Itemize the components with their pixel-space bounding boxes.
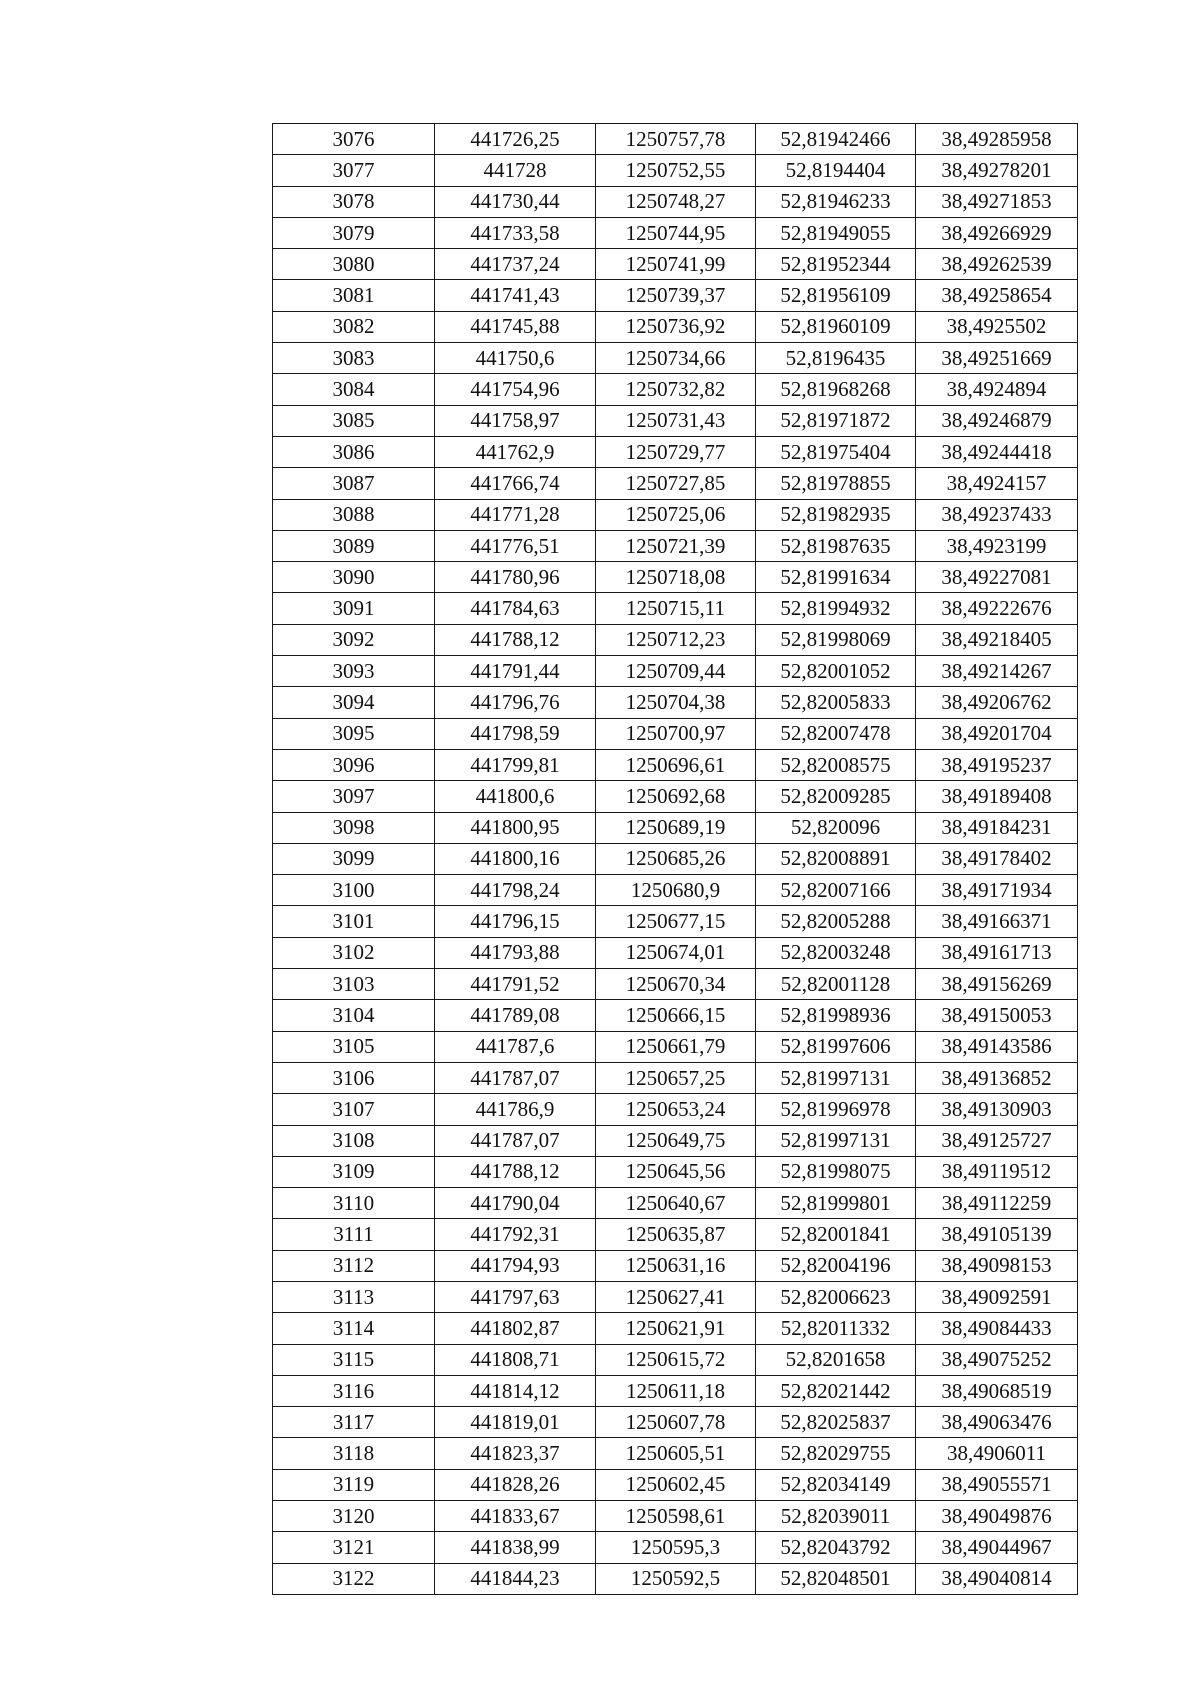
latitude-cell: 52,81997131 [756, 1062, 916, 1093]
table-row [273, 1094, 1078, 1125]
longitude-cell: 38,49278201 [916, 155, 1078, 186]
y-coordinate-cell: 1250595,3 [596, 1532, 756, 1563]
latitude-cell: 52,82008575 [756, 749, 916, 780]
table-row [273, 280, 1078, 311]
latitude-cell: 52,820096 [756, 812, 916, 843]
latitude-cell: 52,81987635 [756, 530, 916, 561]
y-coordinate-cell: 1250741,99 [596, 249, 756, 280]
point-number-cell: 3122 [273, 1563, 435, 1594]
point-number-cell: 3079 [273, 217, 435, 248]
point-number-cell: 3115 [273, 1344, 435, 1375]
table-row [273, 812, 1078, 843]
x-coordinate-cell: 441762,9 [435, 436, 596, 467]
table-row [273, 1375, 1078, 1406]
point-number-cell: 3092 [273, 624, 435, 655]
latitude-cell: 52,82011332 [756, 1313, 916, 1344]
table-row [273, 781, 1078, 812]
table-row [273, 1344, 1078, 1375]
y-coordinate-cell: 1250685,26 [596, 843, 756, 874]
y-coordinate-cell: 1250677,15 [596, 906, 756, 937]
latitude-cell: 52,8194404 [756, 155, 916, 186]
longitude-cell: 38,49189408 [916, 781, 1078, 812]
longitude-cell: 38,49136852 [916, 1062, 1078, 1093]
latitude-cell: 52,81949055 [756, 217, 916, 248]
y-coordinate-cell: 1250725,06 [596, 499, 756, 530]
longitude-cell: 38,49130903 [916, 1094, 1078, 1125]
latitude-cell: 52,82007166 [756, 875, 916, 906]
latitude-cell: 52,81998069 [756, 624, 916, 655]
x-coordinate-cell: 441844,23 [435, 1563, 596, 1594]
x-coordinate-cell: 441796,15 [435, 906, 596, 937]
table-row [273, 1031, 1078, 1062]
x-coordinate-cell: 441776,51 [435, 530, 596, 561]
x-coordinate-cell: 441791,52 [435, 969, 596, 1000]
x-coordinate-cell: 441798,24 [435, 875, 596, 906]
longitude-cell: 38,49206762 [916, 687, 1078, 718]
x-coordinate-cell: 441797,63 [435, 1281, 596, 1312]
table-row [273, 749, 1078, 780]
latitude-cell: 52,81997606 [756, 1031, 916, 1062]
longitude-cell: 38,49218405 [916, 624, 1078, 655]
latitude-cell: 52,82007478 [756, 718, 916, 749]
point-number-cell: 3116 [273, 1375, 435, 1406]
latitude-cell: 52,81968268 [756, 374, 916, 405]
point-number-cell: 3120 [273, 1501, 435, 1532]
x-coordinate-cell: 441737,24 [435, 249, 596, 280]
latitude-cell: 52,82009285 [756, 781, 916, 812]
longitude-cell: 38,49119512 [916, 1156, 1078, 1187]
point-number-cell: 3085 [273, 405, 435, 436]
point-number-cell: 3099 [273, 843, 435, 874]
table-row [273, 624, 1078, 655]
longitude-cell: 38,49184231 [916, 812, 1078, 843]
y-coordinate-cell: 1250661,79 [596, 1031, 756, 1062]
point-number-cell: 3091 [273, 593, 435, 624]
longitude-cell: 38,49166371 [916, 906, 1078, 937]
point-number-cell: 3109 [273, 1156, 435, 1187]
longitude-cell: 38,49222676 [916, 593, 1078, 624]
latitude-cell: 52,82005833 [756, 687, 916, 718]
x-coordinate-cell: 441750,6 [435, 343, 596, 374]
latitude-cell: 52,82001841 [756, 1219, 916, 1250]
latitude-cell: 52,81978855 [756, 468, 916, 499]
point-number-cell: 3119 [273, 1469, 435, 1500]
y-coordinate-cell: 1250731,43 [596, 405, 756, 436]
y-coordinate-cell: 1250635,87 [596, 1219, 756, 1250]
y-coordinate-cell: 1250715,11 [596, 593, 756, 624]
longitude-cell: 38,49244418 [916, 436, 1078, 467]
longitude-cell: 38,49068519 [916, 1375, 1078, 1406]
latitude-cell: 52,82043792 [756, 1532, 916, 1563]
point-number-cell: 3084 [273, 374, 435, 405]
table-row [273, 1407, 1078, 1438]
y-coordinate-cell: 1250598,61 [596, 1501, 756, 1532]
table-row [273, 1563, 1078, 1594]
y-coordinate-cell: 1250602,45 [596, 1469, 756, 1500]
point-number-cell: 3081 [273, 280, 435, 311]
latitude-cell: 52,82006623 [756, 1281, 916, 1312]
latitude-cell: 52,81991634 [756, 562, 916, 593]
point-number-cell: 3093 [273, 656, 435, 687]
point-number-cell: 3097 [273, 781, 435, 812]
y-coordinate-cell: 1250657,25 [596, 1062, 756, 1093]
latitude-cell: 52,81975404 [756, 436, 916, 467]
table-row [273, 1219, 1078, 1250]
x-coordinate-cell: 441828,26 [435, 1469, 596, 1500]
y-coordinate-cell: 1250621,91 [596, 1313, 756, 1344]
latitude-cell: 52,81960109 [756, 311, 916, 342]
y-coordinate-cell: 1250721,39 [596, 530, 756, 561]
table-row [273, 1250, 1078, 1281]
table-row [273, 1501, 1078, 1532]
point-number-cell: 3107 [273, 1094, 435, 1125]
longitude-cell: 38,49105139 [916, 1219, 1078, 1250]
table-row [273, 1062, 1078, 1093]
x-coordinate-cell: 441814,12 [435, 1375, 596, 1406]
table-row [273, 875, 1078, 906]
table-row [273, 843, 1078, 874]
x-coordinate-cell: 441838,99 [435, 1532, 596, 1563]
latitude-cell: 52,81952344 [756, 249, 916, 280]
longitude-cell: 38,49075252 [916, 1344, 1078, 1375]
table-row [273, 906, 1078, 937]
latitude-cell: 52,81971872 [756, 405, 916, 436]
longitude-cell: 38,49040814 [916, 1563, 1078, 1594]
table-row [273, 937, 1078, 968]
longitude-cell: 38,49266929 [916, 217, 1078, 248]
table-row [273, 124, 1078, 155]
point-number-cell: 3102 [273, 937, 435, 968]
x-coordinate-cell: 441789,08 [435, 1000, 596, 1031]
y-coordinate-cell: 1250592,5 [596, 1563, 756, 1594]
x-coordinate-cell: 441787,6 [435, 1031, 596, 1062]
table-row [273, 374, 1078, 405]
longitude-cell: 38,49227081 [916, 562, 1078, 593]
x-coordinate-cell: 441808,71 [435, 1344, 596, 1375]
table-row [273, 1438, 1078, 1469]
longitude-cell: 38,49143586 [916, 1031, 1078, 1062]
longitude-cell: 38,49201704 [916, 718, 1078, 749]
y-coordinate-cell: 1250734,66 [596, 343, 756, 374]
y-coordinate-cell: 1250689,19 [596, 812, 756, 843]
table-row [273, 1156, 1078, 1187]
longitude-cell: 38,4923199 [916, 530, 1078, 561]
table-row [273, 593, 1078, 624]
y-coordinate-cell: 1250700,97 [596, 718, 756, 749]
latitude-cell: 52,82001052 [756, 656, 916, 687]
longitude-cell: 38,49285958 [916, 124, 1078, 155]
y-coordinate-cell: 1250748,27 [596, 186, 756, 217]
latitude-cell: 52,81994932 [756, 593, 916, 624]
table-row [273, 1281, 1078, 1312]
longitude-cell: 38,4924157 [916, 468, 1078, 499]
y-coordinate-cell: 1250640,67 [596, 1188, 756, 1219]
latitude-cell: 52,81997131 [756, 1125, 916, 1156]
table-row [273, 155, 1078, 186]
y-coordinate-cell: 1250666,15 [596, 1000, 756, 1031]
point-number-cell: 3106 [273, 1062, 435, 1093]
x-coordinate-cell: 441784,63 [435, 593, 596, 624]
x-coordinate-cell: 441728 [435, 155, 596, 186]
table-row [273, 1532, 1078, 1563]
table-row [273, 249, 1078, 280]
longitude-cell: 38,49092591 [916, 1281, 1078, 1312]
y-coordinate-cell: 1250712,23 [596, 624, 756, 655]
longitude-cell: 38,49258654 [916, 280, 1078, 311]
y-coordinate-cell: 1250653,24 [596, 1094, 756, 1125]
latitude-cell: 52,81998075 [756, 1156, 916, 1187]
y-coordinate-cell: 1250615,72 [596, 1344, 756, 1375]
longitude-cell: 38,49171934 [916, 875, 1078, 906]
point-number-cell: 3111 [273, 1219, 435, 1250]
latitude-cell: 52,81999801 [756, 1188, 916, 1219]
table-row [273, 343, 1078, 374]
table-row [273, 1125, 1078, 1156]
x-coordinate-cell: 441766,74 [435, 468, 596, 499]
x-coordinate-cell: 441741,43 [435, 280, 596, 311]
longitude-cell: 38,49156269 [916, 969, 1078, 1000]
x-coordinate-cell: 441823,37 [435, 1438, 596, 1469]
longitude-cell: 38,49271853 [916, 186, 1078, 217]
table-row [273, 1313, 1078, 1344]
table-row [273, 311, 1078, 342]
point-number-cell: 3103 [273, 969, 435, 1000]
x-coordinate-cell: 441800,16 [435, 843, 596, 874]
longitude-cell: 38,49237433 [916, 499, 1078, 530]
x-coordinate-cell: 441726,25 [435, 124, 596, 155]
x-coordinate-cell: 441730,44 [435, 186, 596, 217]
y-coordinate-cell: 1250744,95 [596, 217, 756, 248]
longitude-cell: 38,49161713 [916, 937, 1078, 968]
y-coordinate-cell: 1250727,85 [596, 468, 756, 499]
table-row [273, 656, 1078, 687]
longitude-cell: 38,49055571 [916, 1469, 1078, 1500]
point-number-cell: 3105 [273, 1031, 435, 1062]
x-coordinate-cell: 441819,01 [435, 1407, 596, 1438]
table-row [273, 530, 1078, 561]
point-number-cell: 3078 [273, 186, 435, 217]
latitude-cell: 52,82021442 [756, 1375, 916, 1406]
x-coordinate-cell: 441790,04 [435, 1188, 596, 1219]
table-row [273, 499, 1078, 530]
latitude-cell: 52,82029755 [756, 1438, 916, 1469]
table-row [273, 969, 1078, 1000]
x-coordinate-cell: 441786,9 [435, 1094, 596, 1125]
point-number-cell: 3110 [273, 1188, 435, 1219]
point-number-cell: 3077 [273, 155, 435, 186]
x-coordinate-cell: 441780,96 [435, 562, 596, 593]
longitude-cell: 38,4925502 [916, 311, 1078, 342]
longitude-cell: 38,49262539 [916, 249, 1078, 280]
point-number-cell: 3083 [273, 343, 435, 374]
table-row [273, 1000, 1078, 1031]
table-row [273, 405, 1078, 436]
latitude-cell: 52,82025837 [756, 1407, 916, 1438]
x-coordinate-cell: 441791,44 [435, 656, 596, 687]
y-coordinate-cell: 1250757,78 [596, 124, 756, 155]
point-number-cell: 3101 [273, 906, 435, 937]
point-number-cell: 3094 [273, 687, 435, 718]
longitude-cell: 38,4906011 [916, 1438, 1078, 1469]
y-coordinate-cell: 1250605,51 [596, 1438, 756, 1469]
x-coordinate-cell: 441796,76 [435, 687, 596, 718]
latitude-cell: 52,82004196 [756, 1250, 916, 1281]
x-coordinate-cell: 441733,58 [435, 217, 596, 248]
point-number-cell: 3113 [273, 1281, 435, 1312]
point-number-cell: 3114 [273, 1313, 435, 1344]
latitude-cell: 52,82008891 [756, 843, 916, 874]
longitude-cell: 38,49246879 [916, 405, 1078, 436]
y-coordinate-cell: 1250709,44 [596, 656, 756, 687]
latitude-cell: 52,81998936 [756, 1000, 916, 1031]
point-number-cell: 3080 [273, 249, 435, 280]
longitude-cell: 38,49098153 [916, 1250, 1078, 1281]
y-coordinate-cell: 1250645,56 [596, 1156, 756, 1187]
y-coordinate-cell: 1250732,82 [596, 374, 756, 405]
point-number-cell: 3096 [273, 749, 435, 780]
coordinates-table [272, 123, 1078, 1595]
point-number-cell: 3087 [273, 468, 435, 499]
latitude-cell: 52,81956109 [756, 280, 916, 311]
y-coordinate-cell: 1250611,18 [596, 1375, 756, 1406]
x-coordinate-cell: 441794,93 [435, 1250, 596, 1281]
table-row [273, 468, 1078, 499]
x-coordinate-cell: 441758,97 [435, 405, 596, 436]
y-coordinate-cell: 1250704,38 [596, 687, 756, 718]
latitude-cell: 52,82003248 [756, 937, 916, 968]
point-number-cell: 3121 [273, 1532, 435, 1563]
table-row [273, 1188, 1078, 1219]
y-coordinate-cell: 1250739,37 [596, 280, 756, 311]
x-coordinate-cell: 441771,28 [435, 499, 596, 530]
longitude-cell: 38,49178402 [916, 843, 1078, 874]
point-number-cell: 3118 [273, 1438, 435, 1469]
x-coordinate-cell: 441793,88 [435, 937, 596, 968]
point-number-cell: 3104 [273, 1000, 435, 1031]
y-coordinate-cell: 1250670,34 [596, 969, 756, 1000]
y-coordinate-cell: 1250692,68 [596, 781, 756, 812]
point-number-cell: 3095 [273, 718, 435, 749]
x-coordinate-cell: 441802,87 [435, 1313, 596, 1344]
point-number-cell: 3117 [273, 1407, 435, 1438]
latitude-cell: 52,82039011 [756, 1501, 916, 1532]
point-number-cell: 3112 [273, 1250, 435, 1281]
y-coordinate-cell: 1250718,08 [596, 562, 756, 593]
x-coordinate-cell: 441800,6 [435, 781, 596, 812]
point-number-cell: 3086 [273, 436, 435, 467]
latitude-cell: 52,8201658 [756, 1344, 916, 1375]
latitude-cell: 52,8196435 [756, 343, 916, 374]
table-row [273, 436, 1078, 467]
point-number-cell: 3076 [273, 124, 435, 155]
point-number-cell: 3090 [273, 562, 435, 593]
latitude-cell: 52,81996978 [756, 1094, 916, 1125]
point-number-cell: 3108 [273, 1125, 435, 1156]
x-coordinate-cell: 441792,31 [435, 1219, 596, 1250]
point-number-cell: 3082 [273, 311, 435, 342]
table-row [273, 687, 1078, 718]
x-coordinate-cell: 441800,95 [435, 812, 596, 843]
point-number-cell: 3089 [273, 530, 435, 561]
x-coordinate-cell: 441798,59 [435, 718, 596, 749]
longitude-cell: 38,4924894 [916, 374, 1078, 405]
longitude-cell: 38,49150053 [916, 1000, 1078, 1031]
longitude-cell: 38,49125727 [916, 1125, 1078, 1156]
x-coordinate-cell: 441787,07 [435, 1062, 596, 1093]
y-coordinate-cell: 1250631,16 [596, 1250, 756, 1281]
longitude-cell: 38,49049876 [916, 1501, 1078, 1532]
y-coordinate-cell: 1250736,92 [596, 311, 756, 342]
x-coordinate-cell: 441787,07 [435, 1125, 596, 1156]
coordinates-table-body [273, 124, 1078, 1595]
latitude-cell: 52,81982935 [756, 499, 916, 530]
y-coordinate-cell: 1250696,61 [596, 749, 756, 780]
longitude-cell: 38,49251669 [916, 343, 1078, 374]
longitude-cell: 38,49084433 [916, 1313, 1078, 1344]
table-row [273, 1469, 1078, 1500]
y-coordinate-cell: 1250680,9 [596, 875, 756, 906]
latitude-cell: 52,81942466 [756, 124, 916, 155]
table-row [273, 718, 1078, 749]
point-number-cell: 3100 [273, 875, 435, 906]
y-coordinate-cell: 1250607,78 [596, 1407, 756, 1438]
table-row [273, 562, 1078, 593]
x-coordinate-cell: 441754,96 [435, 374, 596, 405]
latitude-cell: 52,82001128 [756, 969, 916, 1000]
y-coordinate-cell: 1250674,01 [596, 937, 756, 968]
latitude-cell: 52,81946233 [756, 186, 916, 217]
y-coordinate-cell: 1250627,41 [596, 1281, 756, 1312]
x-coordinate-cell: 441833,67 [435, 1501, 596, 1532]
latitude-cell: 52,82005288 [756, 906, 916, 937]
latitude-cell: 52,82048501 [756, 1563, 916, 1594]
table-row [273, 217, 1078, 248]
x-coordinate-cell: 441788,12 [435, 624, 596, 655]
point-number-cell: 3088 [273, 499, 435, 530]
x-coordinate-cell: 441799,81 [435, 749, 596, 780]
longitude-cell: 38,49214267 [916, 656, 1078, 687]
y-coordinate-cell: 1250729,77 [596, 436, 756, 467]
y-coordinate-cell: 1250649,75 [596, 1125, 756, 1156]
x-coordinate-cell: 441788,12 [435, 1156, 596, 1187]
longitude-cell: 38,49044967 [916, 1532, 1078, 1563]
table-row [273, 186, 1078, 217]
longitude-cell: 38,49195237 [916, 749, 1078, 780]
y-coordinate-cell: 1250752,55 [596, 155, 756, 186]
longitude-cell: 38,49063476 [916, 1407, 1078, 1438]
x-coordinate-cell: 441745,88 [435, 311, 596, 342]
longitude-cell: 38,49112259 [916, 1188, 1078, 1219]
point-number-cell: 3098 [273, 812, 435, 843]
latitude-cell: 52,82034149 [756, 1469, 916, 1500]
